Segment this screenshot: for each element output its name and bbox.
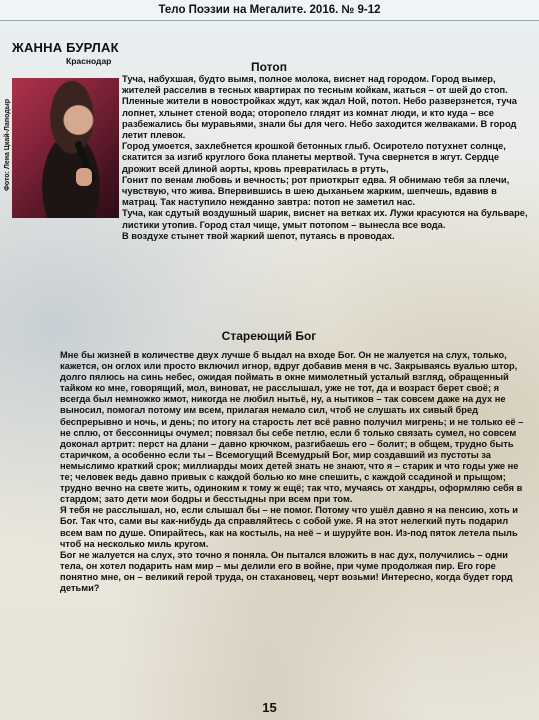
poem-paragraph: Мне бы жизней в количестве двух лучше б выдал на входе Бог. Он не жалуется на слух, только, кажется, он оглох или просто включил игнор, вдруг добавив меня в чс. Закрываясь вуалью штор, долго пялюсь на синь небес, ожидая поймать в окне мимолетный усталый взгляд, обращенный тайком ко мне, говорящий, мол, виноват, не расслышал, уже не тот, да и возраст берет своё; я всегда был немножко жмот, никогда не любил нытьё, ну, а нытиков – так совсем даже на дух не выносил, помогал потому им всем, прилагая немало сил, чтоб не слушать их сивый бред беспрерывно и ночь, и день; по итогу на старость лет всё равно получил мигрень; и не только её – не сплю, от бессонницы очумел; повязал бы себе петлю, если б только связать сумел, но совсем доконал артрит: перст на длани – давно крючком, разгибаешь его – болит; в общем, трудно быть старичком, а особенно если ты – Всемогущий Всемудрый Бог, мир создавший из пустоты за немыслимо краткий срок; миллиарды моих детей знать не знают, что я – старик и что годы уже не те; человек ведь давно привык с каждой болью ко мне спешить, с каждой ссадиной и прыщом; трудно вечно на свете жить, одиноким к тому ж ещё; так что, мучаясь от хандры, оформляю себя в стардом; зато дети мои бодры и бесстыдны при всем при том. [60, 350, 524, 505]
author-photo [12, 78, 119, 218]
poem-paragraph: Я тебя не расслышал, но, если слышал бы – не помог. Потому что ушёл давно я на пенсию, хоть и Бог. Так что, сами вы как-нибудь да справляйтесь с собой уже. Я на этот нелегкий путь подарил всем вам по душе. Опирайтесь, как на костыль, на неё – и шуруйте вон. Из-под пяток летела пыль чтоб на несколько миль кругом. [60, 505, 518, 549]
hand-shape [76, 168, 92, 186]
author-city: Краснодар [66, 56, 112, 66]
poem-body [60, 350, 526, 594]
poem-paragraph: Гонит по венам любовь и вечность; рот приоткрыт едва. Я обнимаю тебя за плечи, чувствую, что жива. Впервившись в шею дыханьем жарким, шепчешь, вдавив в матрац. Так наступило нежданно завтра: потоп не заметил нас. [122, 174, 510, 208]
poem-paragraph: Город умоется, захлебнется крошкой бетонных глыб. Осиротело потухнет солнце, скатится за изгиб круглого бока планеты мертвой. Туча свернется в жгут. Сердце дрожит всей длиной аорты, кровь превратилась в ртуть, [122, 141, 506, 174]
poem-body [122, 74, 528, 242]
author-name: ЖАННА БУРЛАК [12, 40, 119, 55]
page-header [0, 0, 539, 21]
poem-title: Потоп [251, 60, 287, 74]
journal-title: Тело Поэзии на Мегалите. 2016. № 9-12 [158, 4, 381, 16]
poem-paragraph: Туча, набухшая, будто вымя, полное молока, виснет над городом. Город вымер, жителей расселив в тесных квартирах по тесным койкам, жаться – от шей до стоп. Пленные жители в новостройках ждут, как ждал Ной, потоп. Небо разверзнется, туча лопнет, хлынет стеной вода; оторопело глядят из комнат люди, и кто куда – все разбежались бы муравьями, знали бы для чего. Небо заходится желваками. В город летит плевок. [122, 74, 517, 141]
page-number: 15 [262, 700, 277, 715]
photo-credit: Фото: Лена Цкай-Лаподыр [4, 98, 11, 192]
poem-paragraph: В воздухе стынет твой жаркий шепот, путаясь в проводах. [122, 230, 395, 241]
poem-paragraph: Бог не жалуется на слух, это точно я поняла. Он пытался вложить в нас дух, получились – одни тела, он хотел подарить нам мир – мы делили его в войне, при чуме продолжая пир. Его горе понятно мне, он – великий герой труда, он стахановец, черт возьми! Интересно, когда будет горд детьми? [60, 549, 513, 593]
poem-paragraph: Туча, как сдутый воздушный шарик, виснет на ветках их. Лужи красуются на бульваре, листики утопив. Город стал чище, умыт потопом – вынесла все вода. [122, 208, 528, 230]
poem-title: Стареющий Бог [221, 329, 317, 343]
